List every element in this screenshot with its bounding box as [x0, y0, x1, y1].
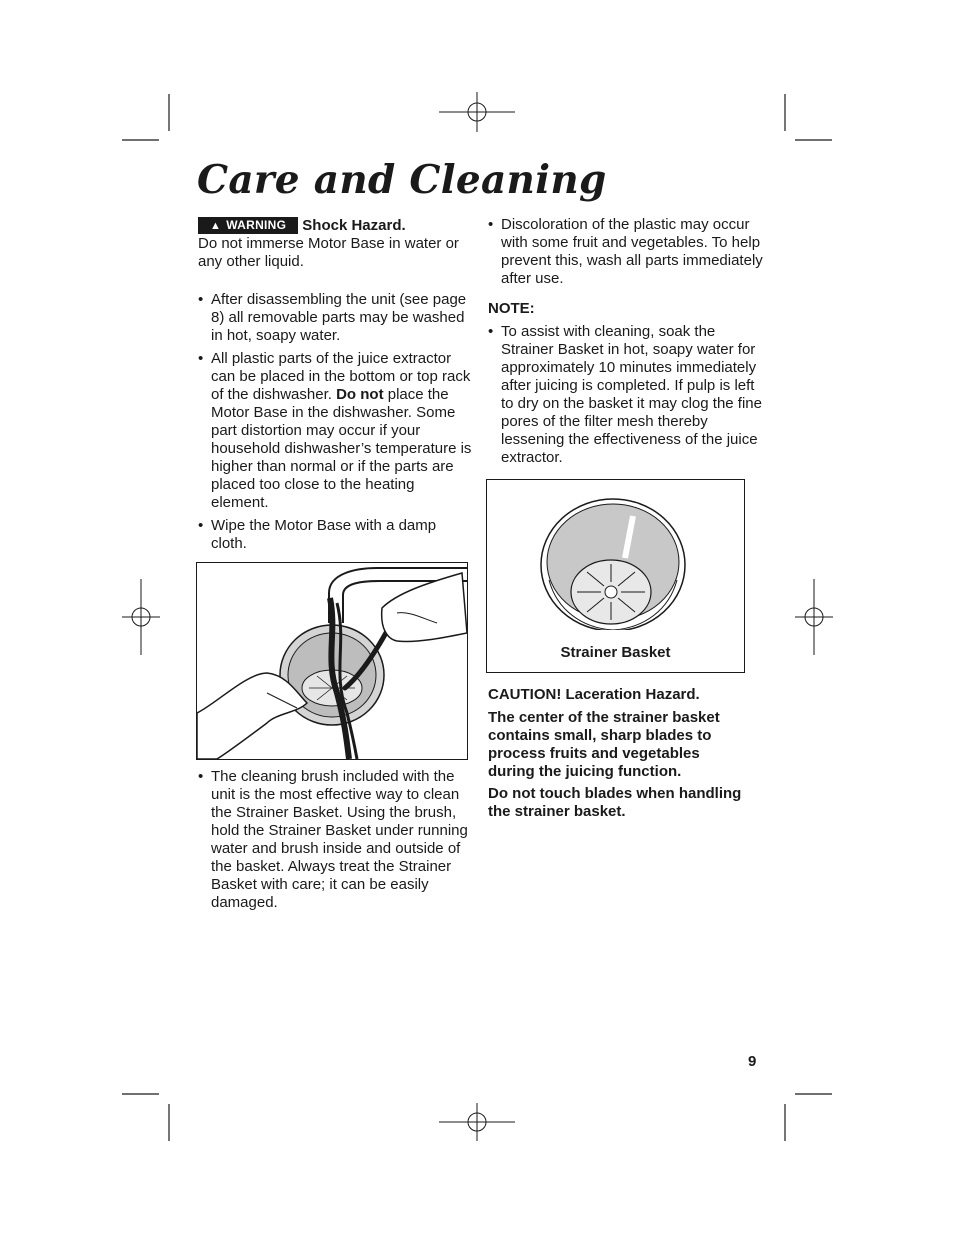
- page-title: Care and Cleaning: [197, 157, 607, 203]
- list-item: [488, 323, 763, 467]
- bullet-wipe: Wipe the Motor Base with a damp cloth.: [211, 517, 437, 552]
- warning-hazard: Shock Hazard.: [302, 217, 406, 234]
- cleaning-illustration: [196, 562, 468, 760]
- page-number: 9: [748, 1053, 757, 1070]
- list-item: [198, 350, 473, 512]
- warning-block: [198, 217, 473, 271]
- strainer-basket-illustration: [487, 480, 744, 630]
- bullet-brush: The cleaning brush included with the unit is the most effective way to clean the Strainer Basket. Using the brush, hold the Strainer Basket under running water and brush inside and outside of the basket. Always treat the Strainer Basket with care; it can be easily damaged.: [211, 768, 468, 911]
- warning-text: Do not immerse Motor Base in water or any other liquid.: [198, 235, 459, 270]
- bullet-dishwasher-bold: Do not: [336, 386, 384, 403]
- warning-badge: [198, 217, 298, 234]
- bullet-dishwasher-post: place the Motor Base in the dishwasher. Some part distortion may occur if your household dishwasher’s temperature is higher than normal or if the parts are placed too close to the heating element.: [211, 386, 472, 511]
- warning-badge-label: WARNING: [226, 218, 287, 232]
- strainer-basket-caption: Strainer Basket: [560, 644, 671, 661]
- bullet-discoloration: Discoloration of the plastic may occur with some fruit and vegetables. To help prevent this, wash all parts immediately after use.: [501, 216, 763, 287]
- bullet-dishwasher-pre: All plastic parts of the juice extractor can be placed in the bottom or top rack of the dishwasher.: [211, 350, 471, 403]
- warning-triangle-icon: ▲: [210, 220, 222, 232]
- list-item: [488, 216, 763, 288]
- left-bullet-list-2: [198, 768, 473, 917]
- caution-paragraph-2: Do not touch blades when handling the strainer basket.: [488, 785, 742, 820]
- list-item: [198, 517, 473, 553]
- right-bullet-list: [488, 216, 763, 293]
- bullet-soak: To assist with cleaning, soak the Strainer Basket in hot, soapy water for approximately 10 minutes immediately after juicing is completed. If pulp is left to dry on the basket it may clog the fine pores of the filter mesh thereby lessening the effectiveness of the juice extractor.: [501, 323, 762, 466]
- note-heading: NOTE:: [488, 300, 535, 317]
- left-bullet-list: [198, 291, 473, 558]
- bullet-disassemble: After disassembling the unit (see page 8) all removable parts may be washed in hot, soapy water.: [211, 291, 467, 344]
- warning-line: [198, 217, 473, 235]
- brush-cleaning-figure: [197, 563, 467, 759]
- note-list: [488, 323, 763, 472]
- caution-heading: CAUTION! Laceration Hazard.: [488, 686, 700, 703]
- list-item: [198, 768, 473, 912]
- caution-paragraph-1: The center of the strainer basket contains small, sharp blades to process fruits and vegetables during the juicing function.: [488, 709, 720, 780]
- strainer-basket-figure: [486, 479, 745, 673]
- list-item: [198, 291, 473, 345]
